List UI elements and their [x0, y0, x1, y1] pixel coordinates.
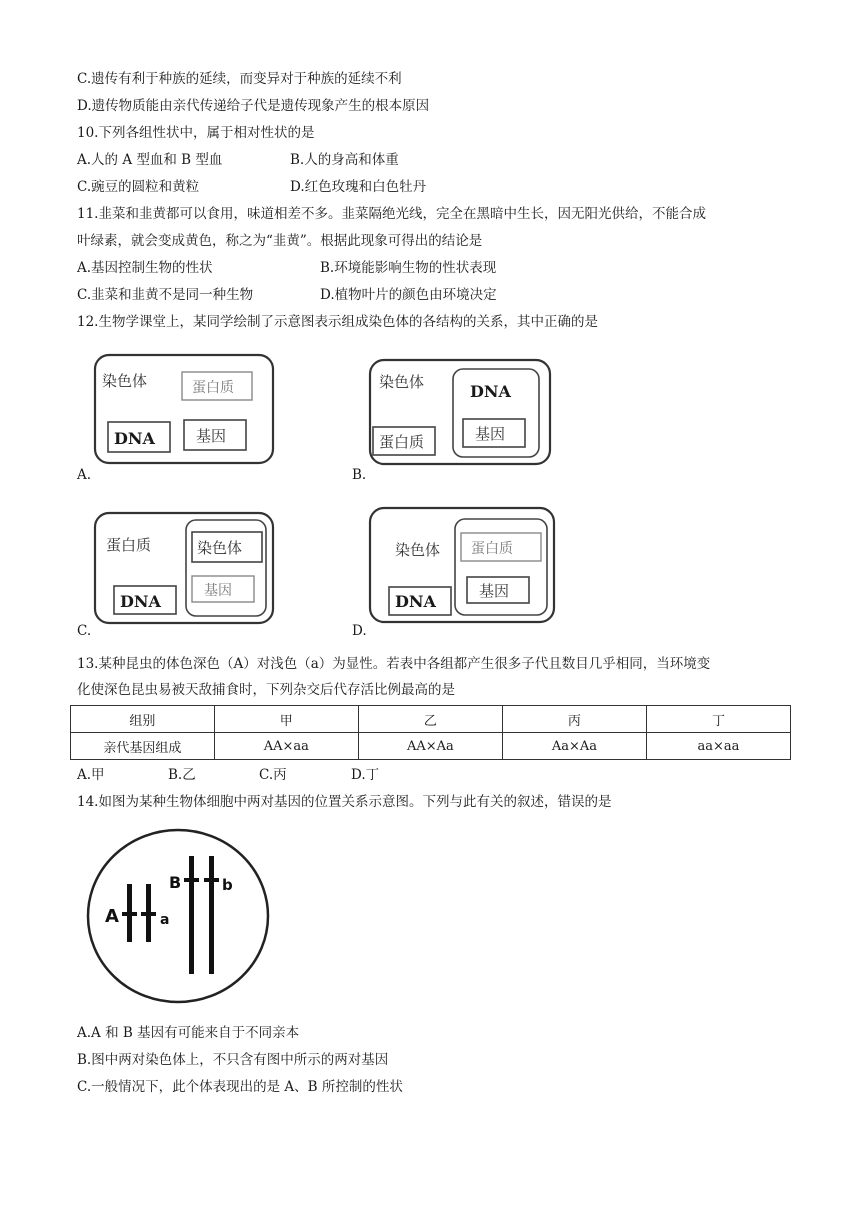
q11-option-c: C.韭菜和韭黄不是同一种生物 — [77, 287, 254, 303]
table-header-cell: 乙 — [358, 706, 502, 733]
diagram-c-dna-label: DNA — [120, 592, 161, 611]
q13-cross-table — [70, 705, 791, 760]
q10-stem: 10.下列各组性状中，属于相对性状的是 — [77, 125, 315, 141]
table-header-cell: 甲 — [214, 706, 358, 733]
diagram-d-dna-label: DNA — [395, 592, 436, 611]
table-cell: 亲代基因组成 — [71, 733, 215, 760]
gene-label-b-big: B — [169, 873, 182, 892]
q10-option-b: B.人的身高和体重 — [290, 152, 399, 168]
diagram-b-inner-title: DNA — [470, 382, 511, 401]
q12-choice-c: C. — [77, 623, 92, 639]
diagram-c-inner-title: 染色体 — [197, 539, 243, 557]
q11-stem-line2: 叶绿素，就会变成黄色，称之为“韭黄”。根据此现象可得出的结论是 — [77, 233, 483, 249]
gene-label-a-small: a — [160, 912, 170, 928]
q11-option-b: B.环境能影响生物的性状表现 — [320, 260, 497, 276]
gene-locus-a-big — [122, 912, 137, 916]
table-row — [71, 733, 791, 760]
q13-stem-line2: 化使深色昆虫易被天敌捕食时，下列杂交后代存活比例最高的是 — [77, 682, 455, 698]
q9-option-d: D.遗传物质能由亲代传递给子代是遗传现象产生的根本原因 — [77, 98, 430, 114]
q14-option-c: C.一般情况下，此个体表现出的是 A、B 所控制的性状 — [77, 1079, 403, 1095]
diagram-a-top-inner-label: 蛋白质 — [192, 380, 234, 396]
table-header-cell: 组别 — [71, 706, 215, 733]
table-cell: AA×Aa — [358, 733, 502, 760]
chromosome-b1 — [189, 856, 194, 974]
gene-label-b-small: b — [222, 876, 233, 894]
q12-choice-d: D. — [352, 623, 367, 639]
table-cell: AA×aa — [214, 733, 358, 760]
diagram-d-gene-label: 基因 — [479, 582, 510, 600]
gene-locus-b-big — [184, 878, 199, 882]
chromosome-b2 — [209, 856, 214, 974]
q10-option-d: D.红色玫瑰和白色牡丹 — [290, 179, 427, 195]
gene-locus-a-small — [141, 912, 156, 916]
gene-label-a-big: A — [105, 906, 119, 927]
q14-stem: 14.如图为某种生物体细胞中两对基因的位置关系示意图。下列与此有关的叙述，错误的是 — [77, 794, 612, 810]
diagram-d-outer-label: 染色体 — [395, 541, 441, 559]
table-cell: Aa×Aa — [502, 733, 646, 760]
q13-option-d: D.丁 — [351, 767, 380, 783]
table-cell: aa×aa — [646, 733, 790, 760]
q12-stem: 12.生物学课堂上，某同学绘制了示意图表示组成染色体的各结构的关系，其中正确的是 — [77, 314, 598, 330]
diagram-b-outer-label: 染色体 — [379, 373, 425, 391]
q12-diagram-d — [367, 505, 559, 627]
q12-choice-b: B. — [352, 467, 367, 483]
q13-option-a: A.甲 — [77, 767, 105, 783]
q12-choice-a: A. — [77, 467, 92, 483]
q11-option-d: D.植物叶片的颜色由环境决定 — [320, 287, 497, 303]
q11-stem-line1: 11.韭菜和韭黄都可以食用，味道相差不多。韭菜隔绝光线，完全在黑暗中生长，因无阳光供给，不能合成 — [77, 206, 706, 222]
q14-chromosome-diagram — [83, 826, 273, 1006]
diagram-c-gene-label: 基因 — [204, 583, 232, 599]
q13-stem-line1: 13.某种昆虫的体色深色（A）对浅色（a）为显性。若表中各组都产生很多子代且数目几乎相同，当环境变 — [77, 656, 711, 672]
q12-diagram-a — [92, 352, 282, 470]
q11-option-a: A.基因控制生物的性状 — [77, 260, 213, 276]
diagram-a-gene-label: 基因 — [196, 427, 227, 445]
q9-option-c: C.遗传有利于种族的延续，而变异对于种族的延续不利 — [77, 71, 402, 87]
gene-locus-b-small — [204, 878, 219, 882]
diagram-a-dna-label: DNA — [114, 429, 155, 448]
q14-option-b: B.图中两对染色体上，不只含有图中所示的两对基因 — [77, 1052, 389, 1068]
q10-option-a: A.人的 A 型血和 B 型血 — [77, 152, 223, 168]
q13-option-b: B.乙 — [168, 767, 196, 783]
q13-option-c: C.丙 — [259, 767, 287, 783]
table-header-cell: 丁 — [646, 706, 790, 733]
q10-option-c: C.豌豆的圆粒和黄粒 — [77, 179, 200, 195]
q12-diagram-b — [367, 357, 557, 469]
table-header-cell: 丙 — [502, 706, 646, 733]
q12-diagram-c — [92, 510, 282, 628]
diagram-b-gene-label: 基因 — [475, 425, 506, 443]
diagram-c-outer-label: 蛋白质 — [106, 536, 152, 554]
q14-option-a: A.A 和 B 基因有可能来自于不同亲本 — [77, 1025, 300, 1041]
diagram-d-inner-title: 蛋白质 — [471, 541, 513, 557]
diagram-b-protein-label: 蛋白质 — [379, 433, 425, 451]
table-header-row — [71, 706, 791, 733]
diagram-a-outer-label: 染色体 — [102, 372, 148, 390]
